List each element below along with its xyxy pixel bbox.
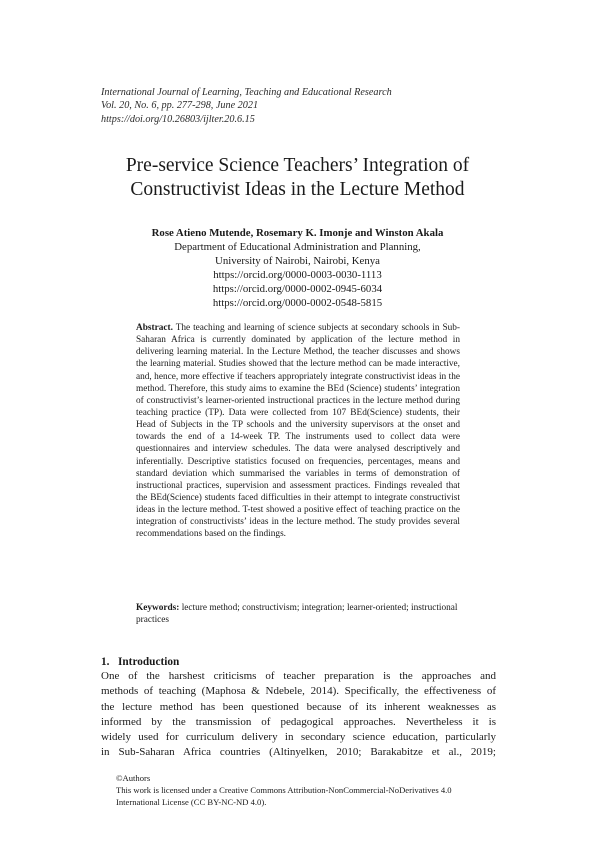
section-heading-introduction [101, 655, 179, 669]
license-text-line-2: International License (CC BY-NC-ND 4.0). [116, 797, 267, 808]
orcid-link-2[interactable]: https://orcid.org/0000-0002-0945-6034 [212, 283, 383, 295]
intro-line: widely used for curriculum delivery in secondary science education, particularly [101, 731, 496, 744]
license-text-line-1: This work is licensed under a Creative Commons Attribution-NonCommercial-NoDerivatives 4.0 [116, 785, 452, 796]
intro-line: the lecture method has been questioned because of its inherent weaknesses as [101, 700, 496, 713]
intro-line: in Sub-Saharan Africa countries (Altinyelken, 2010; Barakabitze et al., 2019; [101, 746, 496, 759]
copyright-notice: ©Authors [116, 773, 151, 783]
keywords-label: Keywords: [136, 603, 180, 613]
author-names: Rose Atieno Mutende, Rosemary K. Imonje and Winston Akala [151, 227, 444, 239]
paper-title [60, 154, 535, 202]
author-block [60, 226, 535, 310]
journal-header [101, 86, 501, 126]
introduction-paragraph [101, 669, 496, 761]
journal-doi-link[interactable]: https://doi.org/10.26803/ijlter.20.6.15 [101, 113, 255, 125]
orcid-link-3[interactable]: https://orcid.org/0000-0002-0548-5815 [212, 297, 383, 309]
journal-name: International Journal of Learning, Teaching and Educational Research [101, 87, 392, 98]
author-department: Department of Educational Administration and Planning, [174, 241, 421, 253]
abstract-text: The teaching and learning of science subjects at secondary schools in Sub-Saharan Africa is currently dominated by application of the lecture method in delivering learning material. In the Lecture Method, the teacher discusses and shows the learning material. Studies showed that the lecture method can be made interactive, and, hence, more effective if teachers appropriately integrate constructivist ideas in the method. Therefore, this study aims to examine the BEd (Science) students’ integration of constructivist’s learner-oriented instructional practices in the lecture method during teaching practice (TP). Data were collected from 107 BEd(Science) students, their Head of Subjects in the TP schools and the university supervisors at the onset and towards the end of a 14-week TP. The instruments used to collect data were questionnaires and interview schedules. The data were analysed descriptively and inferentially. Descriptive statistics focused on frequencies, percentages, means and standard deviation which summarised the variables in terms of demonstration of instructional practices, supervision and assessment practices. Findings revealed that the BEd(Science) students faced difficulties in their attempt to integrate constructivist ideas in the lecture method. T-test showed a positive effect of teaching practice on the integration of constructivists’ ideas in the lecture method. The study provides several recommendations based on the findings. [136, 323, 461, 540]
journal-issue: Vol. 20, No. 6, pp. 277-298, June 2021 [101, 100, 259, 112]
keywords [136, 602, 460, 627]
intro-line: methods of teaching (Maphosa & Ndebele, 2014). Specifically, the effectiveness of [101, 685, 496, 698]
title-line-2: Constructivist Ideas in the Lecture Method [130, 179, 465, 200]
intro-line: informed by the transmission of pedagogical approaches. Nevertheless it is [101, 715, 496, 728]
abstract-label: Abstract. [136, 323, 173, 333]
abstract [136, 322, 460, 541]
orcid-link-1[interactable]: https://orcid.org/0000-0003-0030-1113 [213, 269, 382, 281]
author-university: University of Nairobi, Nairobi, Kenya [215, 255, 380, 267]
license-footer [116, 772, 516, 809]
section-title: Introduction [118, 656, 180, 668]
title-line-1: Pre-service Science Teachers’ Integration of [125, 155, 470, 176]
section-number: 1. [101, 656, 110, 668]
intro-line: One of the harshest criticisms of teacher preparation is the approaches and [101, 670, 496, 682]
keywords-text: lecture method; constructivism; integration; learner-oriented; instructional practices [136, 603, 458, 626]
